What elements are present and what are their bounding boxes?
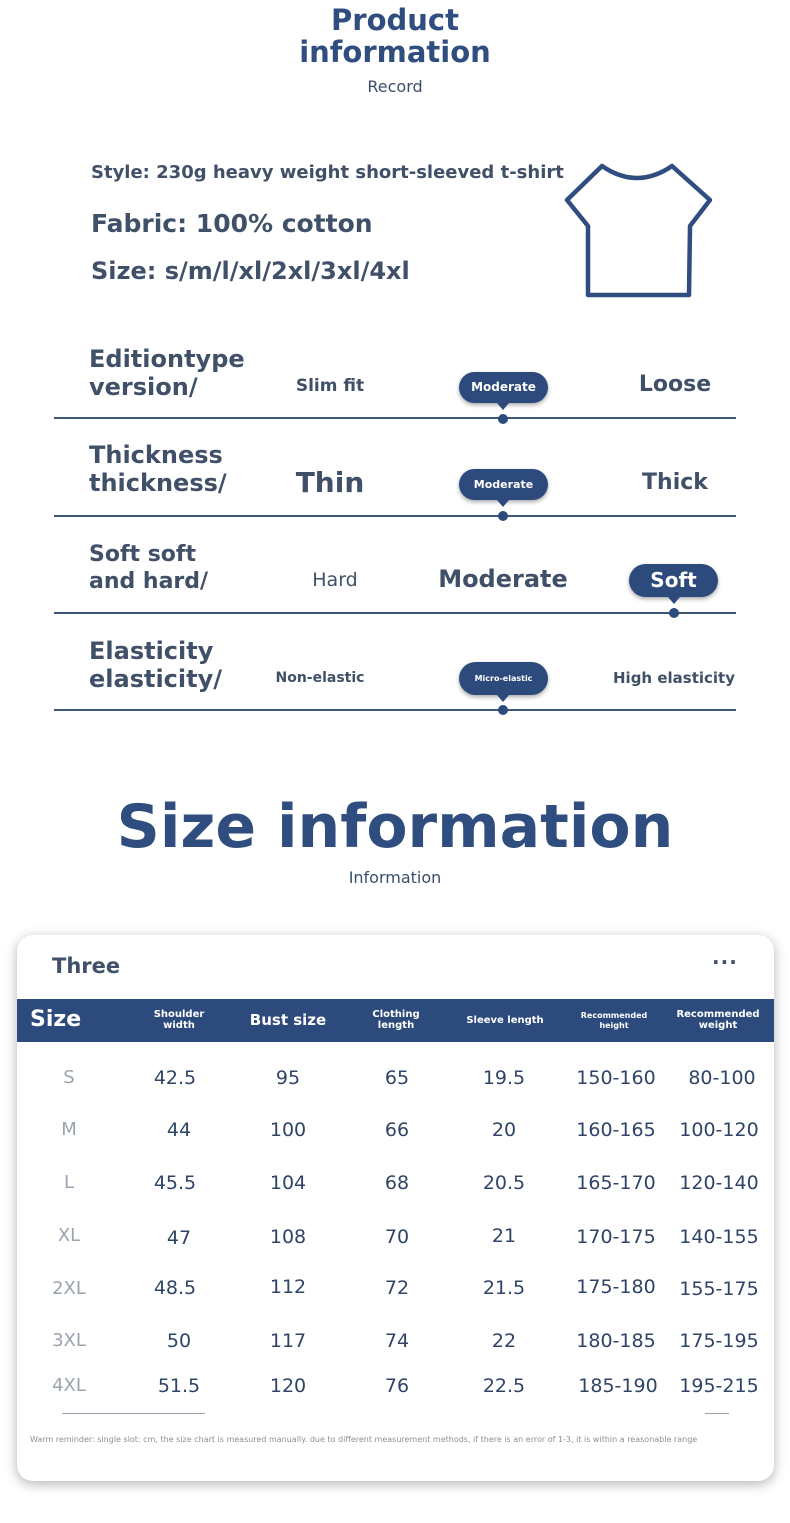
attr-version-marker [498, 414, 508, 424]
table-divider [62, 1413, 205, 1414]
spec-style: Style: 230g heavy weight short-sleeved t-shirt [91, 162, 564, 183]
table-cell: 160-165 [576, 1119, 656, 1141]
table-cell: 112 [269, 1276, 307, 1298]
attr-softness-label: Soft soft and hard/ [89, 542, 209, 594]
column-header-sleeve: Sleeve length [466, 1015, 544, 1026]
table-cell: 22 [491, 1330, 517, 1352]
attr-softness-option-hard: Hard [312, 569, 358, 591]
table-cell: 175-195 [679, 1330, 759, 1352]
attr-softness-pointer [668, 597, 680, 604]
spec-fabric: Fabric: 100% cotton [91, 209, 373, 238]
spec-size: Size: s/m/l/xl/2xl/3xl/4xl [91, 257, 410, 285]
table-cell: 21.5 [482, 1277, 526, 1299]
column-header-length: Clothing length [372, 1009, 420, 1031]
table-cell: 74 [384, 1330, 410, 1352]
attr-softness-selected-pill: Soft [629, 564, 718, 597]
table-cell: 50 [166, 1330, 192, 1352]
table-cell: 20 [491, 1119, 517, 1141]
table-cell: 180-185 [576, 1330, 656, 1352]
table-cell: 47 [166, 1227, 192, 1249]
table-cell: XL [57, 1225, 81, 1246]
attr-version-option-loose: Loose [638, 372, 712, 397]
table-cell: S [63, 1067, 75, 1088]
table-cell: 120 [269, 1375, 307, 1397]
table-cell: 150-160 [576, 1067, 656, 1089]
attr-version-selected-pill: Moderate [459, 372, 548, 403]
table-cell: 108 [269, 1226, 307, 1248]
attr-elasticity-marker [498, 705, 508, 715]
size-info-subtitle: Information [348, 868, 442, 887]
table-cell: 70 [384, 1226, 410, 1248]
table-divider [705, 1413, 729, 1414]
table-cell: 66 [384, 1119, 410, 1141]
attr-thickness-pointer [497, 500, 509, 507]
table-cell: 165-170 [576, 1172, 656, 1194]
table-cell: 170-175 [576, 1226, 656, 1248]
tshirt-icon [562, 158, 712, 300]
attr-softness-option-moderate: Moderate [438, 565, 568, 593]
table-cell: 104 [269, 1172, 307, 1194]
attr-thickness-label: Thickness thickness/ [89, 441, 227, 497]
table-cell: 72 [384, 1277, 410, 1299]
attr-version-pointer [497, 403, 509, 410]
attr-elasticity-option-non-elastic: Non-elastic [275, 670, 365, 686]
table-cell: 48.5 [153, 1277, 197, 1299]
table-cell: 42.5 [153, 1067, 197, 1089]
product-info-title [0, 4, 790, 68]
table-cell: 76 [384, 1375, 410, 1397]
column-header-height: Recommended height [580, 1011, 648, 1030]
size-info-title: Size information [116, 792, 674, 862]
table-cell: 68 [384, 1172, 410, 1194]
warm-reminder-note: Warm reminder: single slot: cm, the size chart is measured manually. due to different measurement methods, if there is an error of 1-3, it is within a reasonable range [30, 1435, 698, 1444]
column-header-shoulder: Shoulder width [153, 1009, 205, 1031]
more-options-icon[interactable]: ··· [712, 950, 738, 974]
attr-thickness-selected-pill: Moderate [459, 469, 548, 500]
table-cell: 140-155 [679, 1226, 759, 1248]
table-cell: 195-215 [679, 1375, 759, 1397]
attr-version-label: Editiontype version/ [89, 345, 245, 401]
product-info-title-line1: Product [331, 3, 459, 37]
table-cell: 51.5 [157, 1375, 201, 1397]
table-cell: 44 [166, 1119, 192, 1141]
attr-version-scale [54, 417, 736, 419]
column-header-bust: Bust size [249, 1011, 327, 1029]
table-cell: 65 [384, 1067, 410, 1089]
attr-thickness-scale [54, 515, 736, 517]
attr-version-option-slim: Slim fit [295, 376, 365, 396]
table-cell: 2XL [52, 1278, 86, 1299]
table-cell: 80-100 [688, 1067, 756, 1089]
table-cell: 19.5 [482, 1067, 526, 1089]
attr-elasticity-selected-pill: Micro-elastic [459, 662, 548, 695]
table-cell: 100 [269, 1119, 307, 1141]
table-cell: 4XL [52, 1375, 86, 1396]
table-cell: 3XL [52, 1330, 86, 1351]
attr-softness-scale [54, 612, 736, 614]
attr-elasticity-pointer [497, 695, 509, 702]
table-cell: 155-175 [679, 1278, 759, 1300]
column-header-size: Size [30, 1007, 82, 1032]
table-cell: 175-180 [576, 1276, 656, 1298]
attr-elasticity-label: Elasticity elasticity/ [89, 637, 223, 693]
product-info-subtitle: Record [367, 77, 423, 96]
table-cell: 21 [491, 1225, 517, 1247]
attr-softness-marker [669, 608, 679, 618]
table-cell: 100-120 [679, 1119, 759, 1141]
table-cell: 185-190 [578, 1375, 658, 1397]
table-cell: 120-140 [679, 1172, 759, 1194]
table-cell: L [63, 1172, 75, 1193]
attr-thickness-option-thin: Thin [295, 466, 365, 499]
table-cell: 117 [269, 1330, 307, 1352]
table-cell: 45.5 [153, 1172, 197, 1194]
table-cell: M [61, 1119, 77, 1140]
attr-thickness-option-thick: Thick [642, 470, 708, 495]
table-cell: 22.5 [482, 1375, 526, 1397]
attr-elasticity-scale [54, 709, 736, 711]
table-cell: 95 [275, 1067, 301, 1089]
table-cell: 20.5 [482, 1172, 526, 1194]
attr-thickness-marker [498, 511, 508, 521]
product-info-title-line2: information [299, 35, 491, 69]
column-header-weight: Recommended weight [676, 1009, 760, 1031]
attr-elasticity-option-high: High elasticity [613, 669, 735, 687]
size-card-title: Three [52, 954, 121, 978]
